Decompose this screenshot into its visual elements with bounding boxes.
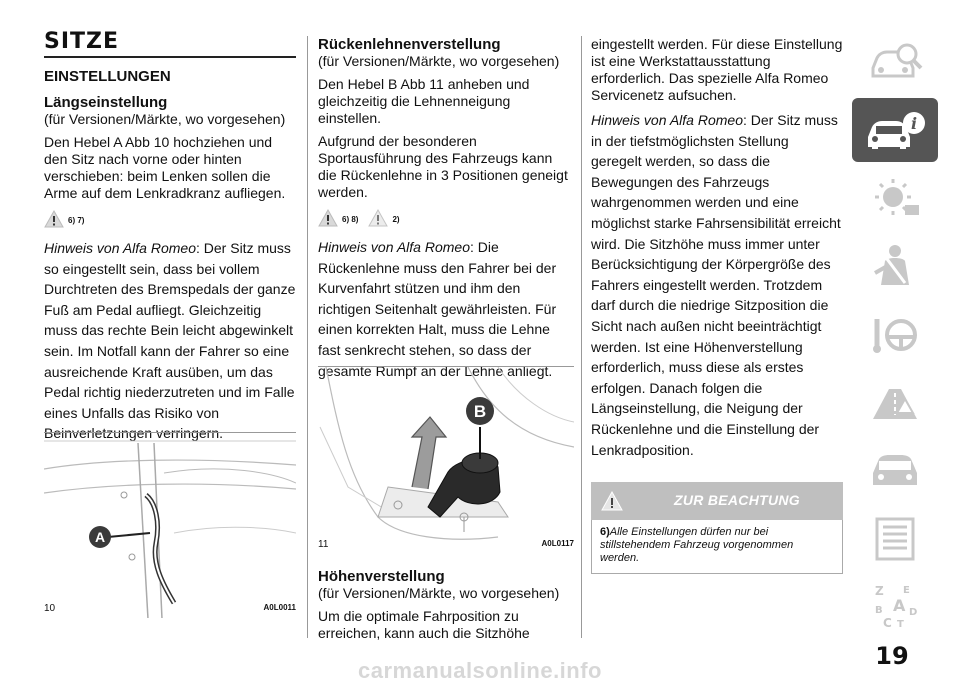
car-search-icon bbox=[865, 40, 925, 84]
version-note: (für Versionen/Märkte, wo vorgesehen) bbox=[318, 585, 560, 601]
warning-reference-row bbox=[318, 207, 574, 227]
nav-tab-car-info[interactable] bbox=[852, 98, 938, 162]
warning-reference-row bbox=[44, 208, 296, 228]
hint-text: : Die Rückenlehne muss den Fahrer bei der Kurvenfahrt stützen und ihm den richtigen Seitenhalt gewährleisten. Für einen korrekten Halt, muss die Lehne fast senkrecht stehen, so dass der gesamte Rumpf an der Lehne anliegt. bbox=[318, 239, 557, 379]
svg-text:D: D bbox=[909, 607, 918, 618]
section-title-rule bbox=[44, 56, 296, 58]
nav-tab-specifications[interactable] bbox=[852, 506, 938, 570]
version-note: (für Versionen/Märkte, wo vorgesehen) bbox=[44, 111, 286, 127]
paragraph: Aufgrund der besonderen Sportausführung des Fahrzeugs kann die Rückenlehne in 3 Positionen geneigt werden. bbox=[318, 133, 568, 200]
callout-body bbox=[591, 520, 843, 574]
info-triangle-icon bbox=[368, 209, 388, 227]
hint-text: : Der Sitz muss in der tiefstmöglichsten Stellung geregelt werden, so dass die Bewegungen des Fahrzeugs wahrgenommen werden und eine möglichst starke Fahrsensibilität erreicht wird. Die Sitzhöhe muss immer unter Berücksichtigung der Körpergröße des Fahrers eingestellt werden. Trotzdem darf durch die niedrige Sitzposition die Sicht nach außen nicht beeinträchtigt werden. Ist eine Höhenverstellung erforderlich, muss diese als erstes erfolgen. Danach folgen die Längseinstellung, die Neigung der Rückenlehne und die Einstellung der Lenkradposition. bbox=[591, 112, 841, 458]
svg-text:E: E bbox=[903, 585, 910, 596]
hint-label: Hinweis von Alfa Romeo bbox=[591, 112, 743, 128]
figure-11-caption bbox=[318, 539, 574, 550]
svg-text:T: T bbox=[897, 619, 904, 630]
figure-label-b: B bbox=[473, 402, 487, 421]
road-warning-icon bbox=[865, 379, 925, 425]
watermark: carmanualsonline.info bbox=[358, 658, 602, 683]
dashboard-light-icon bbox=[865, 175, 925, 221]
hint-label: Hinweis von Alfa Romeo bbox=[318, 239, 470, 255]
paragraph: eingestellt werden. Für diese Einstellung ist eine Werkstattausstattung erforderlich. Das spezielle Alfa Romeo Servicenetz aufsuchen. bbox=[591, 36, 843, 103]
steering-tool-icon bbox=[865, 311, 925, 357]
svg-text:i: i bbox=[910, 114, 918, 133]
callout-number: 6) bbox=[600, 526, 610, 539]
nav-tab-dashboard[interactable] bbox=[852, 166, 938, 230]
page-number: 19 bbox=[875, 642, 909, 670]
callout-header bbox=[591, 482, 843, 520]
paragraph: Um die optimale Fahrposition zu erreichen, kann auch die Sitzhöhe bbox=[318, 608, 530, 641]
heading-backrest: Rückenlehnenverstellung bbox=[318, 36, 501, 53]
column-2 bbox=[318, 36, 574, 381]
section-title: SITZE bbox=[44, 29, 120, 54]
warning-refs: 6) 8) bbox=[342, 215, 359, 224]
column-divider bbox=[307, 36, 308, 638]
spec-list-icon bbox=[865, 515, 925, 561]
version-note: (für Versionen/Märkte, wo vorgesehen) bbox=[318, 53, 560, 69]
paragraph: Den Hebel A Abb 10 hochziehen und den Sitz nach vorne oder hinten verschieben: beim Lenken sollen die Arme auf dem Lenkradkranz aufliegen. bbox=[44, 134, 286, 201]
column-1 bbox=[44, 30, 296, 444]
car-info-icon bbox=[862, 107, 928, 153]
sub-title: EINSTELLUNGEN bbox=[44, 68, 171, 85]
warning-refs: 6) 7) bbox=[68, 216, 85, 225]
warning-callout bbox=[591, 482, 843, 574]
backrest-lever-illustration bbox=[318, 367, 574, 552]
nav-tab-maintenance[interactable] bbox=[852, 438, 938, 502]
figure-label-a: A bbox=[94, 529, 106, 545]
callout-title: ZUR BEACHTUNG bbox=[673, 492, 800, 509]
column-3 bbox=[591, 36, 843, 574]
svg-text:A: A bbox=[893, 596, 906, 615]
figure-number: 10 bbox=[44, 603, 56, 614]
warning-triangle-icon bbox=[601, 491, 623, 511]
nav-tab-index[interactable] bbox=[852, 574, 938, 638]
hint-paragraph bbox=[591, 110, 843, 460]
seat-rail-illustration bbox=[44, 433, 296, 618]
hint-label: Hinweis von Alfa Romeo bbox=[44, 240, 196, 256]
nav-tab-safety[interactable] bbox=[852, 234, 938, 298]
height-adjust-block bbox=[318, 568, 574, 648]
figure-code: A0L0117 bbox=[541, 539, 574, 548]
warning-triangle-icon bbox=[318, 209, 338, 227]
figure-10 bbox=[44, 432, 296, 618]
alphabet-index-icon bbox=[865, 581, 925, 631]
heading-length-adjust: Längseinstellung bbox=[44, 94, 168, 111]
hint-paragraph bbox=[318, 237, 574, 381]
paragraph: Den Hebel B Abb 11 anheben und gleichzeitig die Lehnenneigung einstellen. bbox=[318, 76, 530, 126]
figure-number: 11 bbox=[318, 539, 329, 550]
seatbelt-person-icon bbox=[865, 243, 925, 289]
nav-tab-emergency[interactable] bbox=[852, 370, 938, 434]
svg-text:C: C bbox=[883, 616, 892, 630]
figure-11 bbox=[318, 366, 574, 552]
figure-10-caption bbox=[44, 603, 296, 614]
info-refs: 2) bbox=[392, 215, 400, 224]
callout-text: Alle Einstellungen dürfen nur bei stillstehendem Fahrzeug vorgenommen werden. bbox=[600, 526, 794, 565]
heading-height-adjust: Höhenverstellung bbox=[318, 568, 445, 585]
figure-code: A0L0011 bbox=[263, 603, 296, 612]
svg-text:Z: Z bbox=[875, 584, 884, 598]
nav-tab-starting[interactable] bbox=[852, 302, 938, 366]
car-front-icon bbox=[865, 447, 925, 493]
column-divider bbox=[581, 36, 582, 638]
hint-paragraph bbox=[44, 238, 296, 444]
nav-tab-knowing-car[interactable] bbox=[852, 30, 938, 94]
warning-triangle-icon bbox=[44, 210, 64, 228]
hint-text: : Der Sitz muss so eingestellt sein, dass bei vollem Durchtreten des Bremspedals der ganze Fuß am Pedal aufliegt. Gleichzeitig muss das rechte Bein leicht abgewinkelt sein. Im Notfall kann der Fahrer so eine ausreichende Kraft ausüben, um das Pedal richtig niederzutreten und im Falle eines Unfalls das Risiko von Beinverletzungen verringern. bbox=[44, 240, 296, 442]
svg-text:B: B bbox=[875, 605, 883, 616]
